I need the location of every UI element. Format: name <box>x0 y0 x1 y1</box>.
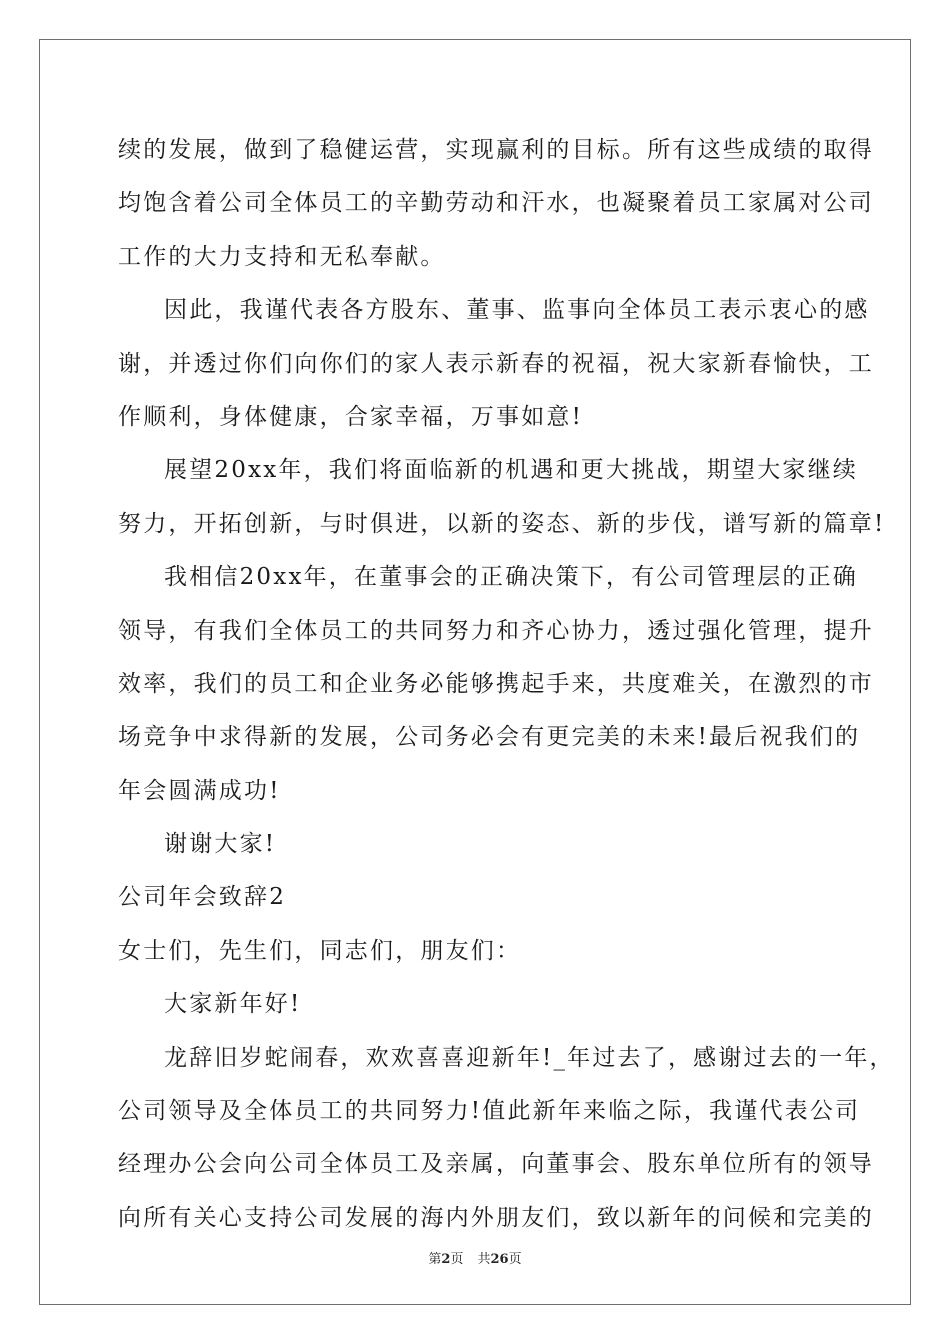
text-line: 公司领导及全体员工的共同努力!值此新年来临之际，我谨代表公司 <box>118 1098 861 1125</box>
page-number: 2 <box>441 1252 451 1267</box>
text-line: 展望20xx年，我们将面临新的机遇和更大挑战，期望大家继续 <box>164 457 859 484</box>
text-line: 均饱含着公司全体员工的辛勤劳动和汗水，也凝聚着员工家属对公司 <box>118 190 874 217</box>
text-line: 龙辞旧岁蛇闹春，欢欢喜喜迎新年!_年过去了，感谢过去的一年， <box>164 1044 895 1071</box>
text-line: 因此，我谨代表各方股东、董事、监事向全体员工表示衷心的感 <box>164 297 870 324</box>
salutation: 女士们，先生们，同志们，朋友们： <box>118 937 522 964</box>
text-line: 作顺利，身体健康，合家幸福，万事如意! <box>118 403 584 430</box>
text-line: 努力，开拓创新，与时俱进，以新的姿态、新的步伐，谱写新的篇章! <box>118 510 886 537</box>
page-suffix: 页 <box>450 1252 464 1267</box>
page-footer <box>0 1248 950 1267</box>
section-heading: 公司年会致辞2 <box>118 884 287 911</box>
text-line: 场竞争中求得新的发展，公司务必会有更完美的未来!最后祝我们的 <box>118 724 861 751</box>
document-body <box>118 124 895 1245</box>
total-pages: 26 <box>490 1252 509 1267</box>
text-line: 工作的大力支持和无私奉献。 <box>118 243 446 270</box>
text-line: 谢，并透过你们向你们的家人表示新春的祝福，祝大家新春愉快，工 <box>118 350 874 377</box>
total-suffix: 页 <box>508 1252 522 1267</box>
text-line: 领导，有我们全体员工的共同努力和齐心协力，透过强化管理，提升 <box>118 617 874 644</box>
text-line: 大家新年好! <box>164 991 302 1018</box>
text-line: 经理办公会向公司全体员工及亲属，向董事会、股东单位所有的领导 <box>118 1151 874 1178</box>
total-prefix: 共 <box>477 1252 491 1267</box>
text-line: 我相信20xx年，在董事会的正确决策下，有公司管理层的正确 <box>164 564 859 591</box>
text-line: 年会圆满成功! <box>118 777 281 804</box>
text-line: 效率，我们的员工和企业务必能够携起手来，共度难关，在激烈的市 <box>118 670 874 697</box>
text-line: 谢谢大家! <box>164 831 277 858</box>
page-prefix: 第 <box>428 1252 442 1267</box>
text-line: 续的发展，做到了稳健运营，实现赢利的目标。所有这些成绩的取得 <box>118 137 874 163</box>
text-line: 向所有关心支持公司发展的海内外朋友们，致以新年的问候和完美的 <box>118 1204 874 1231</box>
